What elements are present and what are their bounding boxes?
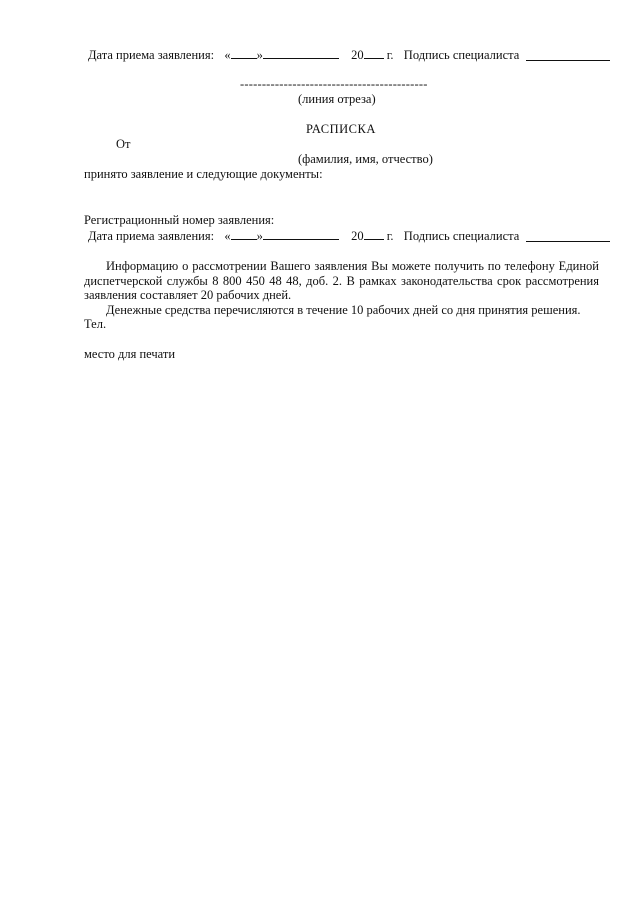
month-blank[interactable]: [263, 228, 339, 240]
date-label: Дата приема заявления:: [88, 48, 215, 62]
info-paragraph-1: Информацию о рассмотрении Вашего заявления Вы можете получить по телефону Единой диспетчерской службы 8 800 450 48 48, доб. 2. В рамках законодательства срок рассмотрения заявления составляет 20 рабочих дней.: [84, 259, 599, 302]
year-blank[interactable]: [364, 47, 384, 59]
year-suffix: г.: [386, 48, 394, 62]
quote-open: «: [224, 48, 231, 62]
date-label: Дата приема заявления:: [88, 229, 215, 243]
year-suffix: г.: [386, 229, 394, 243]
year-prefix: 20: [351, 48, 364, 62]
signature-label: Подпись специалиста: [403, 48, 520, 62]
quote-close: »: [256, 229, 263, 243]
info-block: [84, 259, 599, 317]
year-blank[interactable]: [364, 228, 384, 240]
month-blank[interactable]: [263, 47, 339, 59]
quote-open: «: [224, 229, 231, 243]
signature-blank-2[interactable]: [526, 241, 610, 242]
signature-blank-1[interactable]: [526, 60, 610, 61]
quote-close: »: [256, 48, 263, 62]
cut-line-caption: (линия отреза): [298, 92, 376, 106]
signature-label: Подпись специалиста: [403, 229, 520, 243]
info-paragraph-2: Денежные средства перечисляются в течение 10 рабочих дней со дня принятия решения.: [106, 302, 581, 317]
phone-label: Тел.: [84, 317, 107, 331]
day-blank[interactable]: [231, 228, 257, 240]
date-row-2: [88, 228, 519, 244]
cut-line: -------------------------------------------: [240, 77, 428, 91]
reg-number-label: Регистрационный номер заявления:: [84, 213, 275, 227]
stamp-place: место для печати: [84, 347, 176, 361]
accepted-text: принято заявление и следующие документы:: [84, 167, 323, 181]
name-caption: (фамилия, имя, отчество): [298, 152, 433, 166]
year-prefix: 20: [351, 229, 364, 243]
receipt-title: РАСПИСКА: [306, 122, 376, 136]
day-blank[interactable]: [231, 47, 257, 59]
from-label: От: [116, 137, 131, 151]
date-row-1: [88, 47, 519, 63]
